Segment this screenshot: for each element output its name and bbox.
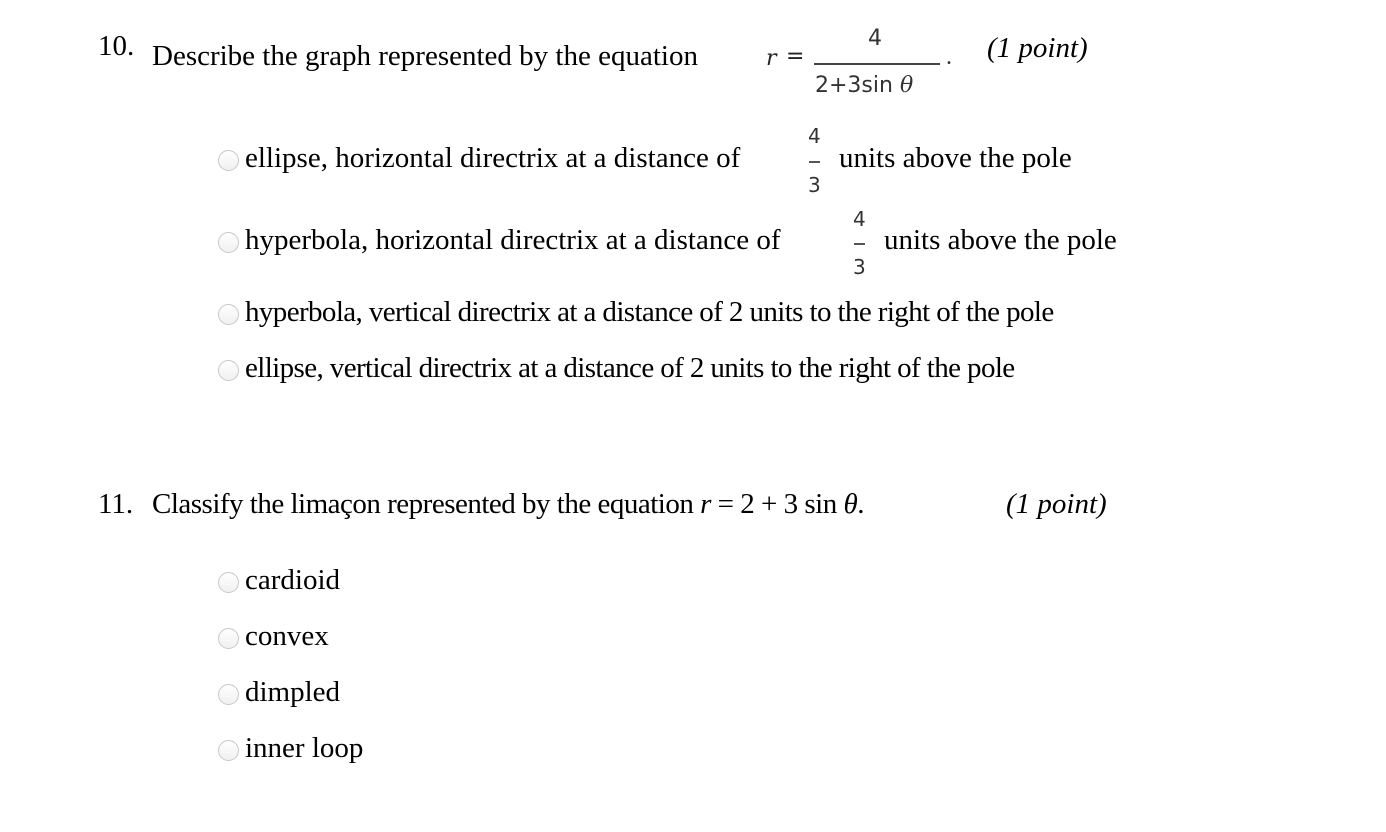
fraction-bar bbox=[809, 161, 820, 163]
equation-period: . bbox=[946, 44, 952, 70]
fraction-denominator bbox=[815, 73, 913, 98]
fraction-numerator: 4 bbox=[868, 26, 882, 51]
option-text: inner loop bbox=[245, 732, 364, 764]
radio-button[interactable] bbox=[218, 684, 239, 705]
points-label: (1 point) bbox=[1006, 488, 1107, 520]
radio-button[interactable] bbox=[218, 232, 239, 253]
fraction-numerator: 4 bbox=[853, 207, 866, 231]
theta-symbol: θ bbox=[843, 488, 858, 520]
option-text: convex bbox=[245, 620, 329, 652]
question-prompt bbox=[152, 488, 864, 521]
denominator-text: 2+3sin bbox=[815, 73, 900, 98]
question-number: 10. bbox=[98, 30, 135, 62]
equation-end: . bbox=[857, 488, 864, 520]
theta-symbol: θ bbox=[899, 73, 914, 98]
option-text: hyperbola, vertical directrix at a distance of 2 units to the right of the pole bbox=[245, 296, 1054, 328]
fraction-bar bbox=[854, 243, 865, 245]
equation-rest: = 2 + 3 sin bbox=[710, 488, 844, 520]
option-text: cardioid bbox=[245, 564, 341, 596]
radio-button[interactable] bbox=[218, 150, 239, 171]
fraction-denominator: 3 bbox=[808, 173, 821, 197]
option-text: dimpled bbox=[245, 676, 341, 708]
question-number: 11. bbox=[98, 488, 134, 520]
option-text: hyperbola, horizontal directrix at a distance of bbox=[245, 224, 781, 256]
prompt-text: Classify the limaçon represented by the equation bbox=[152, 488, 701, 520]
option-text-after: units above the pole bbox=[884, 224, 1117, 256]
fraction-bar bbox=[814, 63, 940, 65]
question-prompt: Describe the graph represented by the equation bbox=[152, 40, 698, 72]
option-text: ellipse, vertical directrix at a distance of 2 units to the right of the pole bbox=[245, 352, 1015, 384]
radio-button[interactable] bbox=[218, 628, 239, 649]
option-text-after: units above the pole bbox=[839, 142, 1072, 174]
radio-button[interactable] bbox=[218, 304, 239, 325]
radio-button[interactable] bbox=[218, 360, 239, 381]
points-label: (1 point) bbox=[987, 32, 1088, 64]
fraction-denominator: 3 bbox=[853, 255, 866, 279]
radio-button[interactable] bbox=[218, 572, 239, 593]
option-text: ellipse, horizontal directrix at a distance of bbox=[245, 142, 741, 174]
equation-lhs: r bbox=[766, 46, 777, 71]
equation-var: r bbox=[700, 488, 711, 520]
fraction-numerator: 4 bbox=[808, 124, 821, 148]
radio-button[interactable] bbox=[218, 740, 239, 761]
equation-equals: = bbox=[786, 44, 805, 69]
